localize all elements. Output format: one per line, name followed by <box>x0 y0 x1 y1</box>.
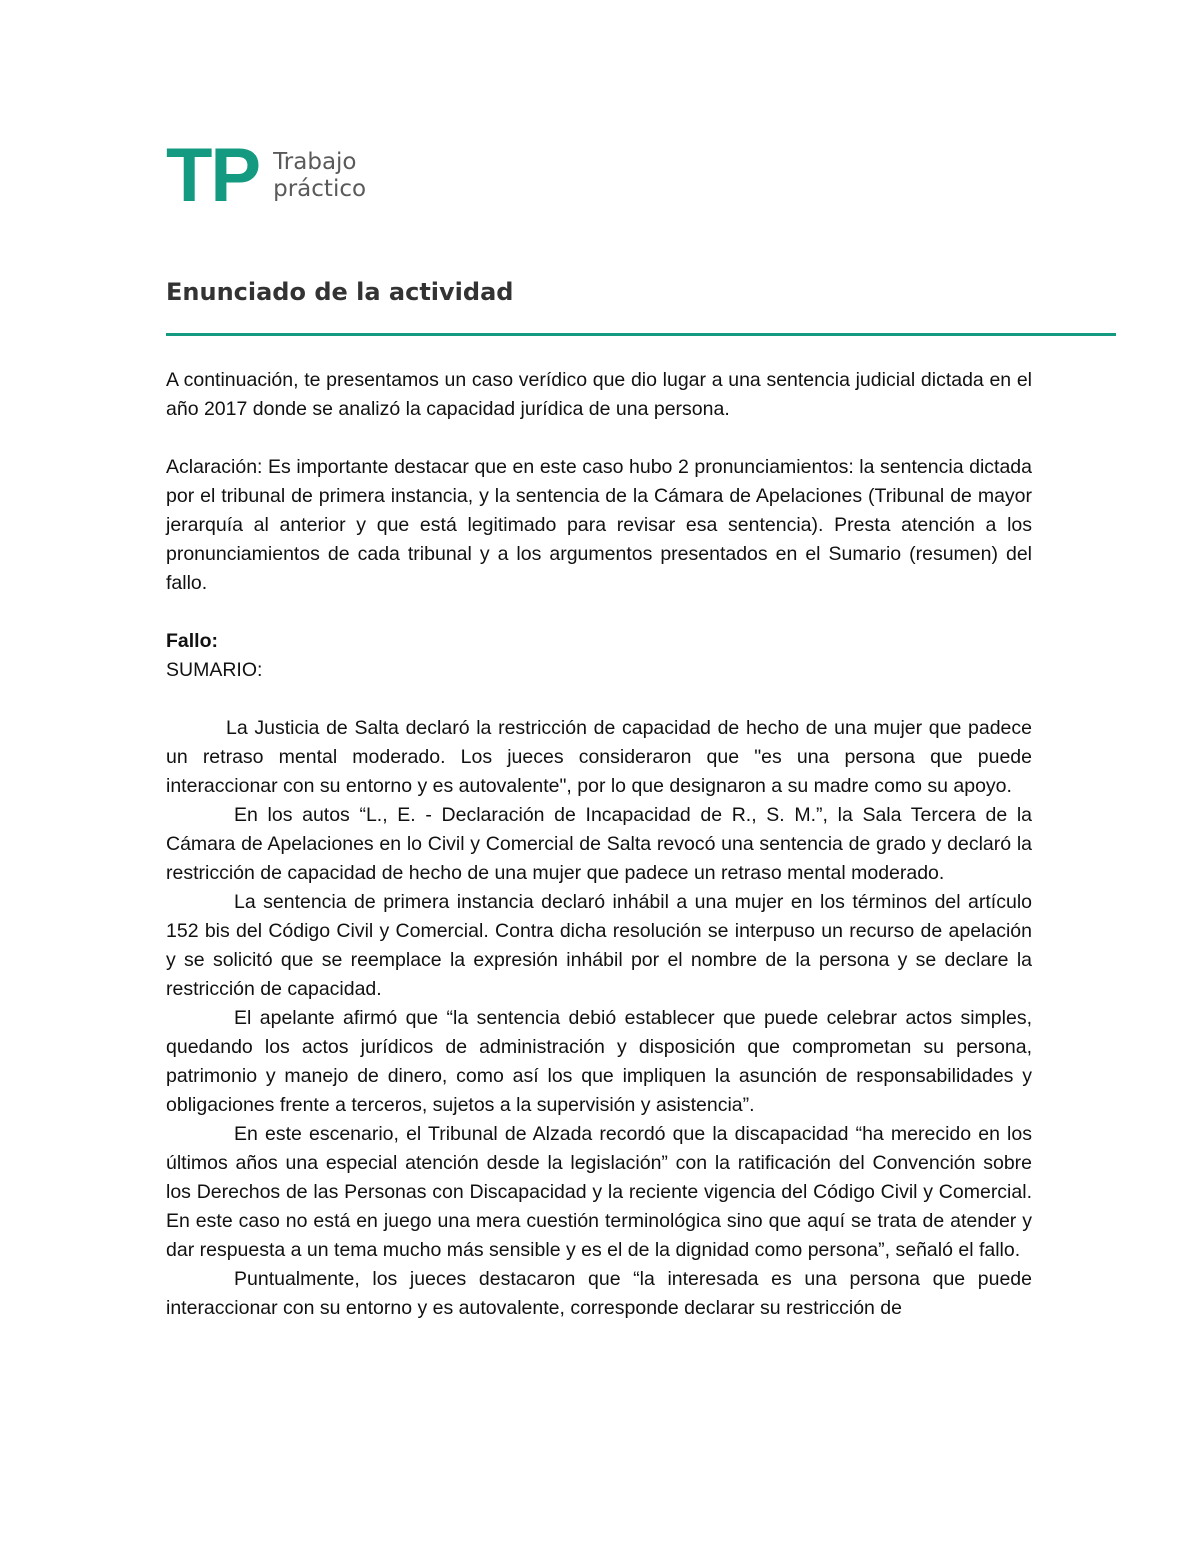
sumario-paragraph-6: Puntualmente, los jueces destacaron que “la interesada es una persona que puede interaccionar con su entorno y es autovalente, corresponde declarar su restricción de <box>166 1268 1032 1319</box>
document-body <box>166 366 1032 1323</box>
tp-logo <box>166 133 367 218</box>
logo-text <box>273 149 366 203</box>
sumario-paragraph-2: En los autos “L., E. - Declaración de Incapacidad de R., S. M.”, la Sala Tercera de la Cámara de Apelaciones en lo Civil y Comercial de Salta revocó una sentencia de grado y declaró la restricción de capacidad de hecho de una mujer que padece un retraso mental moderado. <box>166 804 1032 884</box>
sumario-label: SUMARIO: <box>166 659 263 681</box>
sumario-paragraph-3: La sentencia de primera instancia declaró inhábil a una mujer en los términos del artículo 152 bis del Código Civil y Comercial. Contra dicha resolución se interpuso un recurso de apelación y se solicitó que se reemplace la expresión inhábil por el nombre de la persona y se declare la restricción de capacidad. <box>166 891 1032 1000</box>
fallo-label: Fallo: <box>166 630 218 652</box>
title-divider <box>166 333 1116 336</box>
page-title: Enunciado de la actividad <box>166 278 514 306</box>
spacer <box>166 598 1032 627</box>
spacer <box>166 685 1032 714</box>
sumario-paragraph-5: En este escenario, el Tribunal de Alzada recordó que la discapacidad “ha merecido en los últimos años una especial atención desde la legislación” con la ratificación del Convención sobre los Derechos de las Personas con Discapacidad y la reciente vigencia del Código Civil y Comercial. En este caso no está en juego una mera cuestión terminológica sino que aquí se trata de atender y dar respuesta a un tema mucho más sensible y es el de la dignidad como persona”, señaló el fallo. <box>166 1123 1032 1261</box>
aclaracion-paragraph: Aclaración: Es importante destacar que en este caso hubo 2 pronunciamientos: la sentencia dictada por el tribunal de primera instancia, y la sentencia de la Cámara de Apelaciones (Tribunal de mayor jerarquía al anterior y que está legitimado para revisar esa sentencia). Presta atención a los pronunciamientos de cada tribunal y a los argumentos presentados en el Sumario (resumen) del fallo. <box>166 456 1032 594</box>
sumario-paragraph-4: El apelante afirmó que “la sentencia debió establecer que puede celebrar actos simples, quedando los actos jurídicos de administración y disposición que comprometan su persona, patrimonio y manejo de dinero, como así los que impliquen la asunción de responsabilidades y obligaciones frente a terceros, sujetos a la supervisión y asistencia”. <box>166 1007 1032 1116</box>
logo-text-line1: Trabajo <box>273 149 357 175</box>
spacer <box>166 424 1032 453</box>
logo-text-line2: práctico <box>273 176 367 202</box>
logo-mark: TP <box>166 133 260 218</box>
sumario-paragraph-1: La Justicia de Salta declaró la restricción de capacidad de hecho de una mujer que padece un retraso mental moderado. Los jueces consideraron que "es una persona que puede interaccionar con su entorno y es autovalente", por lo que designaron a su madre como su apoyo. <box>166 717 1032 797</box>
intro-paragraph: A continuación, te presentamos un caso verídico que dio lugar a una sentencia judicial dictada en el año 2017 donde se analizó la capacidad jurídica de una persona. <box>166 369 1032 420</box>
